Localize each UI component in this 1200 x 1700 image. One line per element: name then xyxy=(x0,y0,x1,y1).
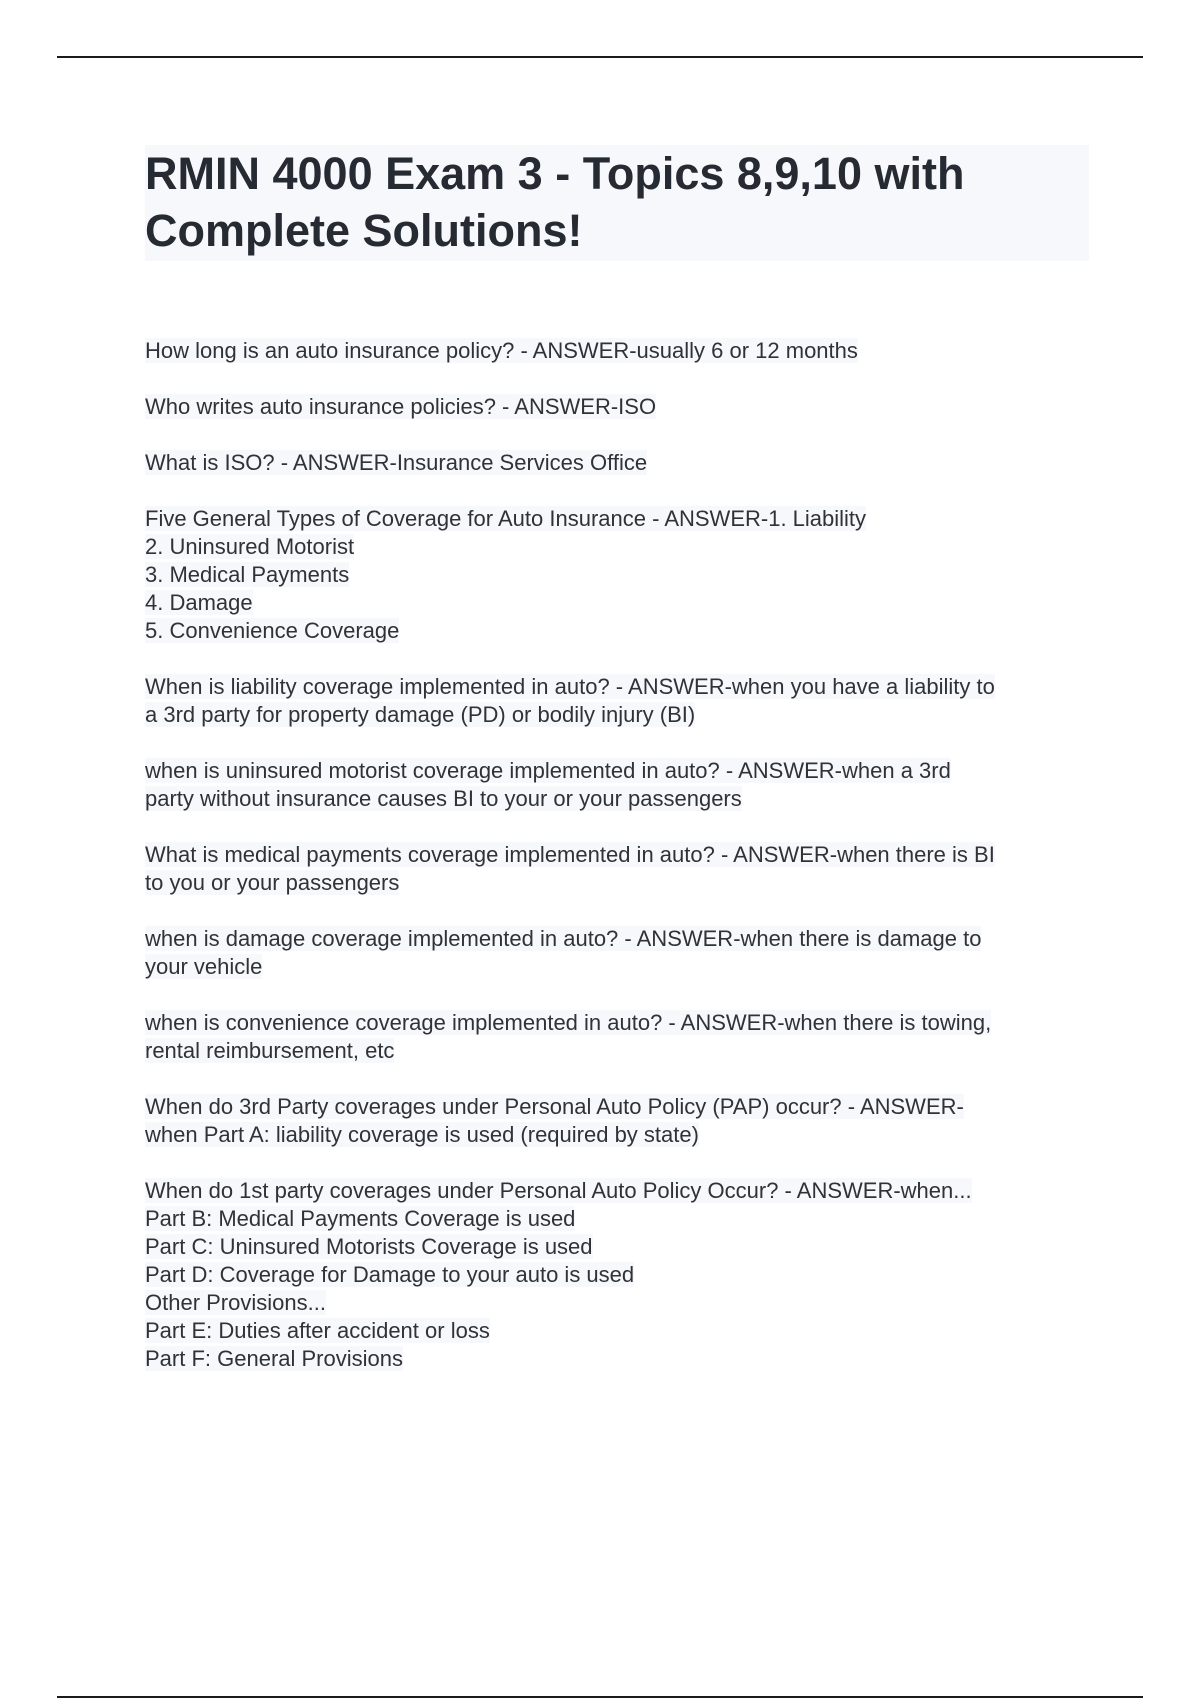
qa-line xyxy=(145,1205,1095,1233)
qa-line-text: When do 3rd Party coverages under Personal Auto Policy (PAP) occur? - ANSWER- xyxy=(145,1094,964,1119)
top-divider xyxy=(57,56,1143,58)
qa-line xyxy=(145,1121,1095,1149)
qa-line-text: when is damage coverage implemented in auto? - ANSWER-when there is damage to xyxy=(145,926,982,951)
qa-line xyxy=(145,393,1095,421)
qa-line xyxy=(145,757,1095,785)
qa-item xyxy=(145,673,1095,729)
qa-line xyxy=(145,841,1095,869)
title-block xyxy=(145,145,1089,261)
qa-line-text: When do 1st party coverages under Personal Auto Policy Occur? - ANSWER-when... xyxy=(145,1178,972,1203)
qa-line xyxy=(145,1177,1095,1205)
qa-line xyxy=(145,505,1095,533)
qa-line-text: Part C: Uninsured Motorists Coverage is used xyxy=(145,1234,593,1259)
qa-line xyxy=(145,337,1095,365)
qa-line xyxy=(145,1037,1095,1065)
qa-line xyxy=(145,1317,1095,1345)
qa-line xyxy=(145,1009,1095,1037)
qa-line-text: rental reimbursement, etc xyxy=(145,1038,395,1063)
qa-item xyxy=(145,505,1095,645)
qa-line xyxy=(145,561,1095,589)
qa-line xyxy=(145,785,1095,813)
qa-line-text: Who writes auto insurance policies? - ANSWER-ISO xyxy=(145,394,657,419)
qa-line xyxy=(145,617,1095,645)
qa-item xyxy=(145,449,1095,477)
qa-line-text: How long is an auto insurance policy? - ANSWER-usually 6 or 12 months xyxy=(145,338,858,363)
qa-line xyxy=(145,1289,1095,1317)
qa-item xyxy=(145,393,1095,421)
qa-line-text: when is convenience coverage implemented in auto? - ANSWER-when there is towing, xyxy=(145,1010,992,1035)
qa-line xyxy=(145,701,1095,729)
qa-line-text: Five General Types of Coverage for Auto Insurance - ANSWER-1. Liability xyxy=(145,506,867,531)
qa-item xyxy=(145,1177,1095,1373)
qa-item xyxy=(145,757,1095,813)
qa-line xyxy=(145,869,1095,897)
bottom-divider xyxy=(57,1696,1143,1698)
qa-line-text: when Part A: liability coverage is used (required by state) xyxy=(145,1122,699,1147)
qa-item xyxy=(145,1009,1095,1065)
qa-item xyxy=(145,1093,1095,1149)
qa-line-text: when is uninsured motorist coverage implemented in auto? - ANSWER-when a 3rd xyxy=(145,758,951,783)
qa-line-text: your vehicle xyxy=(145,954,263,979)
qa-line xyxy=(145,449,1095,477)
qa-item xyxy=(145,337,1095,365)
qa-line xyxy=(145,1093,1095,1121)
qa-line xyxy=(145,1261,1095,1289)
qa-line-text: 3. Medical Payments xyxy=(145,562,350,587)
qa-item xyxy=(145,841,1095,897)
document-title: RMIN 4000 Exam 3 - Topics 8,9,10 with Complete Solutions! xyxy=(145,148,965,256)
qa-line-text: 5. Convenience Coverage xyxy=(145,618,400,643)
qa-list xyxy=(145,337,1095,1401)
qa-line-text: Part B: Medical Payments Coverage is used xyxy=(145,1206,576,1231)
qa-line xyxy=(145,1345,1095,1373)
qa-line xyxy=(145,1233,1095,1261)
qa-item xyxy=(145,925,1095,981)
qa-line-text: When is liability coverage implemented in auto? - ANSWER-when you have a liability to xyxy=(145,674,995,699)
qa-line xyxy=(145,589,1095,617)
qa-line xyxy=(145,953,1095,981)
qa-line xyxy=(145,673,1095,701)
qa-line-text: Other Provisions... xyxy=(145,1290,326,1315)
qa-line-text: to you or your passengers xyxy=(145,870,400,895)
qa-line-text: a 3rd party for property damage (PD) or bodily injury (BI) xyxy=(145,702,696,727)
qa-line-text: party without insurance causes BI to your or your passengers xyxy=(145,786,742,811)
qa-line xyxy=(145,533,1095,561)
qa-line-text: What is ISO? - ANSWER-Insurance Services Office xyxy=(145,450,648,475)
qa-line xyxy=(145,925,1095,953)
qa-line-text: 2. Uninsured Motorist xyxy=(145,534,355,559)
qa-line-text: Part E: Duties after accident or loss xyxy=(145,1318,490,1343)
qa-line-text: Part D: Coverage for Damage to your auto is used xyxy=(145,1262,635,1287)
qa-line-text: Part F: General Provisions xyxy=(145,1346,403,1371)
qa-line-text: What is medical payments coverage implemented in auto? - ANSWER-when there is BI xyxy=(145,842,995,867)
qa-line-text: 4. Damage xyxy=(145,590,253,615)
